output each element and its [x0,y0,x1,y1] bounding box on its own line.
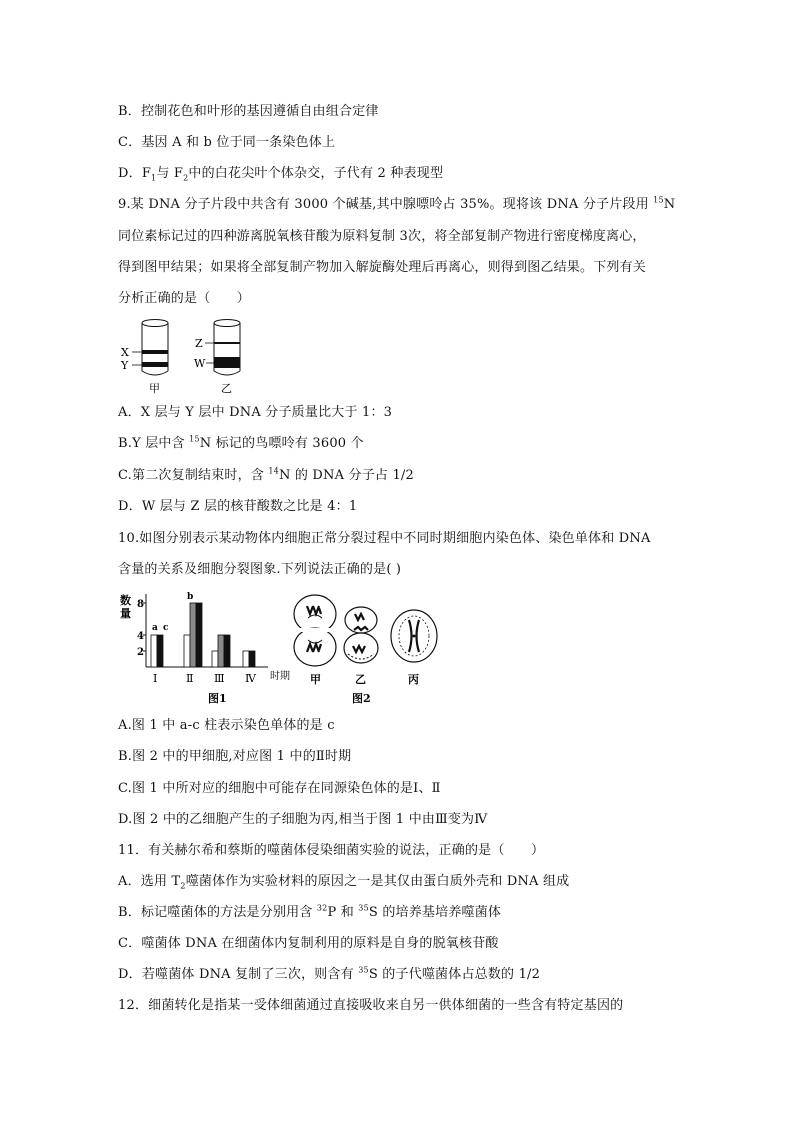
q11-d-sup: 35 [358,965,369,975]
q9-option-c [118,467,414,485]
q11-b-text-2: P 和 [327,905,359,920]
label-w: W [194,357,206,370]
q11-option-c: C．噬菌体 DNA 在细菌体内复制利用的原料是自身的脱氧核苷酸 [118,936,499,951]
series-label-c: c [163,623,169,633]
q9-c-text-1: C.第二次复制结束时，含 [118,468,269,483]
fig1-caption: 图1 [208,692,227,705]
q11-a-text-2: 噬菌体作为实验材料的原因之一是其仅由蛋白质外壳和 DNA 组成 [185,874,570,889]
q8-d-sub-2: 2 [183,173,189,183]
cell-yi-label: 乙 [355,673,366,686]
q9-b-text-2: N 标记的鸟嘌呤有 3600 个 [199,436,364,451]
q9-c-sup: 14 [268,466,279,476]
q10-option-a: A.图 1 中 a-c 柱表示染色单体的是 c [118,718,335,733]
q10-option-c: C.图 1 中所对应的细胞中可能存在同源染色体的是Ⅰ、Ⅱ [118,781,441,796]
q9-c-text-2: N 的 DNA 分子占 1/2 [278,468,414,483]
q11-a-sub: 2 [180,881,186,891]
x-tick-label: Ⅰ [153,672,158,685]
q8-d-text-3: 中的白花尖叶个体杂交，子代有 2 种表现型 [188,166,444,181]
q12-stem: 12．细菌转化是指某一受体细菌通过直接吸收来自另一供体细菌的一些含有特定基因的 [118,998,624,1013]
bar-c-period-1 [157,635,163,667]
bar-a-period-2 [184,635,190,667]
cell-jia [294,595,336,686]
tube-jia [120,320,168,396]
q9-option-a: A．X 层与 Y 层中 DNA 分子质量比大于 1：3 [118,405,393,420]
q9-option-b [118,435,364,453]
y-axis-label-2: 量 [120,607,131,620]
q9-stem-line-1 [118,196,675,214]
y-tick-label: 8 [137,599,144,610]
q8-d-sub-1: 1 [151,173,157,183]
q10-stem-line-1: 10.如图分别表示某动物体内细胞正常分裂过程中不同时期细胞内染色体、染色单体和 DNA [118,531,651,546]
cell-bing-label: 丙 [408,673,419,686]
q9-centrifuge-figure [115,316,255,396]
band-z [214,342,240,344]
q9-b-text-1: B.Y 层中含 [118,436,190,451]
q10-cell-figure [290,590,450,708]
q9-b-sup: 15 [189,434,200,444]
x-axis-label: 时期 [270,671,290,682]
q8-option-c: C．基因 A 和 b 位于同一条染色体上 [118,135,336,150]
q9-stem-line-3: 得到图甲结果；如果将全部复制产物加入解旋酶处理后再离心，则得到图乙结果。下列有关 [118,260,647,275]
q8-option-b: B．控制花色和叶形的基因遵循自由组合定律 [118,104,379,119]
q9-option-d: D．W 层与 Z 层的核苷酸数之比是 4：1 [118,499,358,514]
q11-a-text-1: A．选用 T [118,874,181,889]
band-w [214,357,240,368]
q9-stem-line-4: 分析正确的是（ ） [118,291,251,306]
bar-c-period-2 [196,603,202,667]
q9-stem-line-2: 同位素标记过的四种游离脱氧核苷酸为原料复制 3次，将全部复制产物进行密度梯度离心， [118,229,646,244]
bar-c-period-4 [249,651,255,667]
q8-d-text-1: D．F [118,166,152,181]
q9-stem-text: 9.某 DNA 分子片段中共含有 3000 个碱基,其中腺嘌呤占 35%。现将该 DNA 分子片段用 [118,197,654,212]
q11-b-sup-1: 32 [316,903,328,913]
q11-option-a [118,873,569,891]
label-z: Z [195,337,203,350]
bar-c-period-3 [224,635,230,667]
q11-b-text-1: B．标记噬菌体的方法是分别用含 [118,905,317,920]
q11-option-b [118,904,501,922]
q10-option-d: D.图 2 中的乙细胞产生的子细胞为丙,相当于图 1 中由Ⅲ变为Ⅳ [118,812,488,827]
bar-b-period-3 [218,635,224,667]
cell-jia-label: 甲 [310,673,321,686]
q11-stem: 11．有关赫尔希和蔡斯的噬菌体侵染细菌实验的说法，正确的是（ ） [118,843,545,858]
series-label-a: a [152,623,158,633]
y-axis-label-1: 数 [120,594,131,607]
bar-a-period-3 [212,651,218,667]
q8-d-text-2: 与 F [156,166,184,181]
q11-option-d [118,966,540,984]
series-label-b: b [187,592,194,602]
bar-a-period-1 [151,635,157,667]
q11-b-sup-2: 35 [358,903,369,913]
q10-option-b: B.图 2 中的甲细胞,对应图 1 中的Ⅱ时期 [118,749,352,764]
band-y [142,362,168,367]
label-y: Y [121,359,129,372]
band-x [142,350,168,354]
fig2-caption: 图2 [352,692,371,705]
q11-b-text-3: S 的培养基培养噬菌体 [368,905,502,920]
x-tick-label: Ⅲ [214,672,225,685]
x-tick-label: Ⅳ [245,672,256,685]
q10-stem-line-2: 含量的关系及细胞分裂图象.下列说法正确的是( ) [118,562,402,577]
q9-stem-sup: 15 [653,195,664,205]
caption-jia: 甲 [149,382,160,395]
y-tick-label: 2 [137,647,144,658]
tube-yi [194,320,240,396]
label-x: X [121,346,129,359]
cell-bing [391,610,437,686]
q11-d-text-2: S 的子代噬菌体占总数的 1/2 [368,967,541,982]
q9-stem-text-2: N [663,197,676,212]
x-tick-label: Ⅱ [186,672,194,685]
bar-b-period-2 [190,603,196,667]
cell-yi [344,607,378,686]
q8-option-d [118,165,443,183]
q10-bar-chart-figure [118,590,298,708]
caption-yi: 乙 [221,382,232,395]
bar-a-period-4 [243,651,249,667]
q11-d-text-1: D．若噬菌体 DNA 复制了三次，则含有 [118,967,359,982]
y-tick-label: 4 [137,631,144,642]
